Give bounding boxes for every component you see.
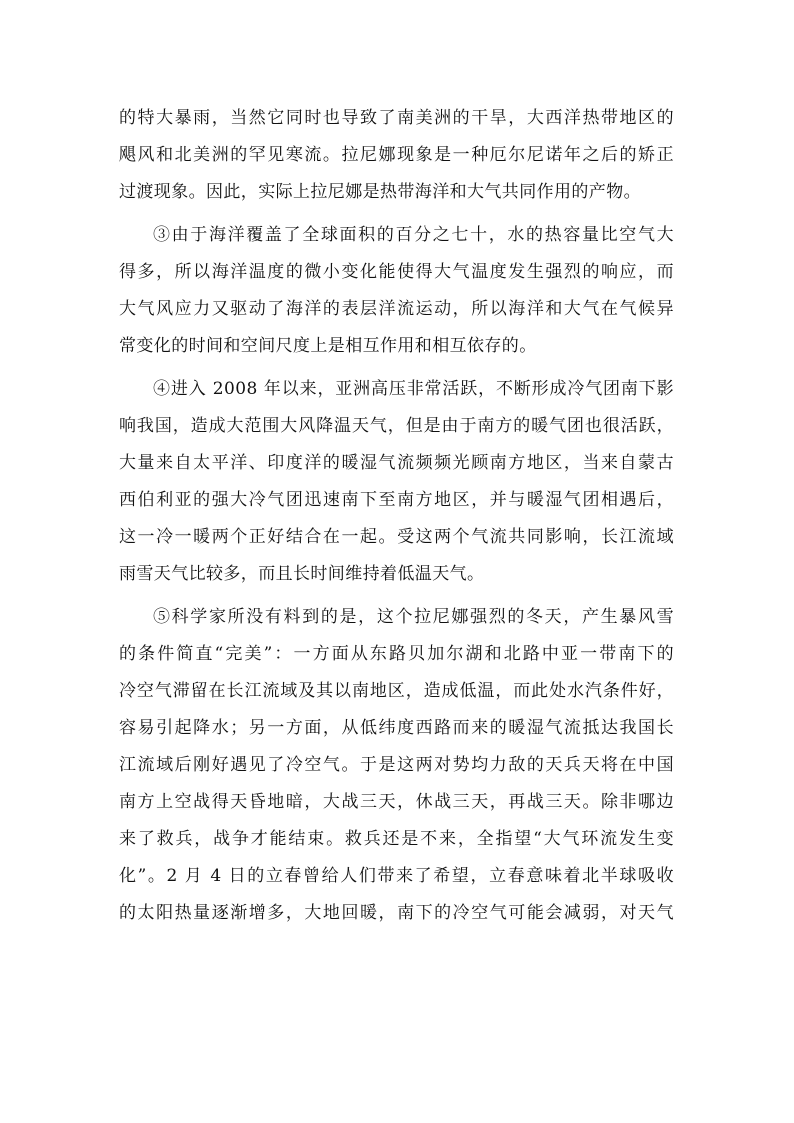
text-line: 响我国，造成大范围大风降温天气，但是由于南方的暖气团也很活跃， xyxy=(119,416,674,436)
text-line: 常变化的时间和空间尺度上是相互作用和相互依存的。 xyxy=(119,336,537,356)
text-line: 得多，所以海洋温度的微小变化能使得大气温度发生强烈的响应，而 xyxy=(119,262,674,282)
text-line: 的条件简直“完美”：一方面从东路贝加尔湖和北路中亚一带南下的 xyxy=(119,644,674,664)
text-line: 的特大暴雨，当然它同时也导致了南美洲的干旱，大西洋热带地区的 xyxy=(119,108,674,128)
text-line: 来了救兵，战争才能结束。救兵还是不来，全指望“大气环流发生变 xyxy=(119,829,674,849)
text-line: 化”。2 月 4 日的立春曾给人们带来了希望，立春意味着北半球吸收 xyxy=(119,866,674,886)
paragraph-2 xyxy=(119,217,674,365)
text-line: 南方上空战得天昏地暗，大战三天，休战三天，再战三天。除非哪边 xyxy=(119,792,674,812)
text-line: 飓风和北美洲的罕见寒流。拉尼娜现象是一种厄尔尼诺年之后的矫正 xyxy=(119,145,674,165)
text-line: 容易引起降水；另一方面，从低纬度西路而来的暖湿气流抵达我国长 xyxy=(119,718,674,738)
text-line: 大气风应力又驱动了海洋的表层洋流运动，所以海洋和大气在气候异 xyxy=(119,299,674,319)
text-line: ⑤科学家所没有料到的是，这个拉尼娜强烈的冬天，产生暴风雪 xyxy=(153,607,674,627)
text-line: 的太阳热量逐渐增多，大地回暖，南下的冷空气可能会减弱，对天气 xyxy=(119,903,674,923)
paragraph-3 xyxy=(119,371,674,593)
text-line: ④进入 2008 年以来，亚洲高压非常活跃，不断形成冷气团南下影 xyxy=(153,379,674,399)
text-line: 江流域后刚好遇见了冷空气。于是这两对势均力敌的天兵天将在中国 xyxy=(119,755,674,775)
text-line: 这一冷一暖两个正好结合在一起。受这两个气流共同影响，长江流域 xyxy=(119,527,674,547)
paragraph-4 xyxy=(119,599,674,932)
text-line: 冷空气滞留在长江流域及其以南地区，造成低温，而此处水汽条件好， xyxy=(119,681,674,701)
text-line: 过渡现象。因此，实际上拉尼娜是热带海洋和大气共同作用的产物。 xyxy=(119,182,641,202)
text-line: 大量来自太平洋、印度洋的暖湿气流频频光顾南方地区，当来自蒙古 xyxy=(119,453,674,473)
text-line: 雨雪天气比较多，而且长时间维持着低温天气。 xyxy=(119,564,485,584)
text-line: ③由于海洋覆盖了全球面积的百分之七十，水的热容量比空气大 xyxy=(153,225,674,245)
text-line: 西伯利亚的强大冷气团迅速南下至南方地区，并与暖湿气团相遇后， xyxy=(119,490,674,510)
paragraph-1 xyxy=(119,100,674,211)
document-page xyxy=(119,100,674,932)
